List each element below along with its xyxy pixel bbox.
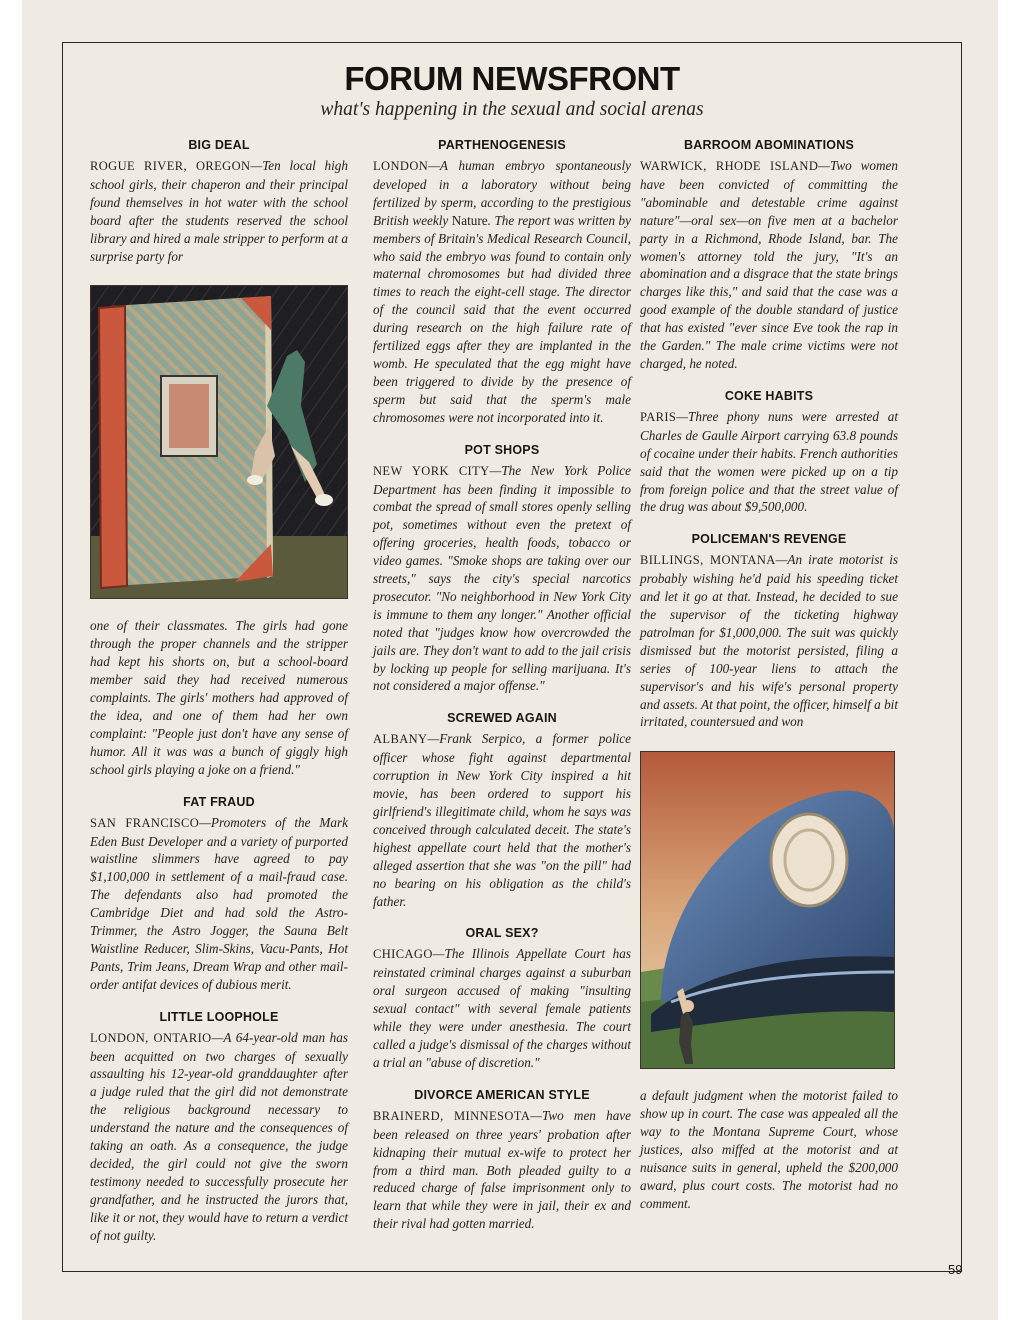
article-text: Promoters of the Mark Eden Bust Developer and a variety of purported waistline slimmers have agreed to pay $1,100,000 in settlement of a mail-fraud case. The defendants also had promoted the Cambridge Diet and had sold the Astro-Trimmer, the Astro Jogger, the Sauna Belt Waistline Reducer, Slim-Skins, Vacu-Pants, Hot Pants, Trim Jeans, Dream Wrap and other mail-order antifat devices of dubious merit. — [90, 814, 348, 992]
em-dash: — — [775, 552, 788, 568]
column-middle — [373, 138, 631, 1233]
journal-name: Nature — [451, 212, 488, 228]
dateline: ALBANY — [373, 732, 428, 747]
article-heading: SCREWED AGAIN — [447, 711, 557, 726]
masthead — [62, 60, 962, 121]
article-heading: FAT FRAUD — [183, 794, 255, 809]
article-heading: ORAL SEX? — [465, 926, 539, 941]
em-dash: — — [676, 408, 689, 424]
dateline: LONDON, ONTARIO — [90, 1030, 212, 1045]
em-dash: — — [428, 158, 440, 173]
article-body — [373, 945, 631, 1071]
article-policemans-revenge — [640, 532, 898, 731]
dateline: BRAINERD, MINNESOTA — [373, 1108, 531, 1123]
dateline: ROGUE RIVER, OREGON — [90, 159, 251, 173]
em-dash: — — [211, 1029, 224, 1045]
page-title: FORUM NEWSFRONT — [344, 60, 680, 97]
article-heading: COKE HABITS — [724, 388, 814, 403]
page-number: 59 — [948, 1262, 963, 1277]
em-dash: — — [427, 731, 440, 747]
article-body — [640, 408, 898, 516]
em-dash: — — [530, 1107, 542, 1123]
article-body-continued: a default judgment when the motorist failed to show up in court. The case was appealed all the way to the Montana Supreme Court, whose justices, also miffed at the motorist and at nuisance suits in general, upheld the $200,000 award, plus court costs. The motorist had no comment. — [640, 1088, 898, 1211]
article-heading: BIG DEAL — [188, 138, 250, 152]
em-dash: — — [432, 946, 445, 962]
article-body-continued: one of their classmates. The girls had gone through the proper channels and the stripper had kept his shorts on, but a school-board member said they had received numerous complaints. The girls' mothers had approved of the idea, and one of them had her own complaint: "People just don't have any sense of humor. All it was was a bunch of giggly high school girls playing a joke on a friend." — [90, 618, 348, 777]
article-text: A 64-year-old man has been acquitted on two charges of sexually assaulting his 12-year-old granddaughter after a judge ruled that the girl did not demonstrate the religious background necessary to understand the nature and the consequences of taking an oath. As a consequence, the judge decided, the girl could not give the sworn testimony needed to successfully prosecute her grandfather, and he instructed the jurors that, like it or not, they would have to return a verdict of not guilty. — [90, 1029, 349, 1243]
article-body — [90, 1029, 348, 1245]
dateline: LONDON — [373, 159, 429, 173]
column-right — [640, 138, 898, 1213]
police-hat-illustration — [640, 751, 895, 1069]
article-text: The Illinois Appellate Court has reinstated criminal charges against a suburban oral surgeon accused of making "insulting sexual contact" with several female patients while they were under anesthesia. The court called a judge's dismissal of the charges without a trial an "abuse of discretion." — [373, 946, 631, 1070]
article-pot-shops — [373, 443, 631, 696]
article-body — [373, 1107, 631, 1233]
dateline: BILLINGS, MONTANA — [640, 553, 776, 568]
article-body — [640, 551, 898, 731]
article-barroom-abominations — [640, 138, 898, 373]
article-text: Two men have been released on three years' probation after kidnaping their mutual ex-wife to protect her from a third man. Both pleaded guilty to a reduced charge of false imprisonment only to learn that while they were in jail, their ex and their rival had gotten married. — [373, 1107, 631, 1232]
article-body — [373, 157, 631, 427]
dateline: SAN FRANCISCO — [90, 815, 200, 830]
article-text: . The report was written by members of Britain's Medical Research Council, who said the embryo was found to contain only maternal chromosomes but had divided three times to reach the eight-cell stage. The director of the council said that the event occurred during research on the high failure rate of fertilized eggs after they are implanted in the womb. He speculated that the egg might have been triggered to divide by the presence of sperm but said that the sperm's male chromosomes were not incorporated into it. — [373, 212, 631, 425]
em-dash: — — [489, 462, 502, 478]
book-stripper-illustration — [90, 285, 348, 599]
column-left — [90, 138, 348, 1245]
article-text: Three phony nuns were arrested at Charles de Gaulle Airport carrying 63.8 pounds of cocaine under their habits. French authorities said that the women were picked up on a tip from foreign police and that the street value of the drug was about $9,500,000. — [640, 408, 898, 515]
em-dash: — — [199, 814, 211, 830]
article-heading: POLICEMAN'S REVENGE — [691, 532, 847, 547]
article-text: Ten local high school girls, their chaperon and their principal found themselves in hot water with the school board after the students reserved the school library and hired a male stripper to perform at a surprise party for — [90, 158, 348, 264]
article-text: Two women have been convicted of committing the "abominable and detestable crime against nature"—oral sex—on five men at a bachelor party in a Richmond, Rhode Island, bar. The women's attorney told the jury, "It's an abomination and a disgrace that the state brings charges like this," and said that the case was a good example of the double standard of justice that has existed "ever since Eve took the rap in the Garden." The male crime victims were not charged, he noted. — [640, 158, 898, 371]
dateline: WARWICK, RHODE ISLAND — [640, 159, 819, 173]
article-text: The New York Police Department has been finding it impossible to combat the spread of small stores openly selling pot, sometimes without even the pretext of offering groceries, health foods, tobacco or video games. "Smoke shops are taking over our streets," says the city's special narcotics prosecutor. "No neighborhood in New York City is immune to them any longer." Another official noted that "judges know how overcrowded the jails are. They don't want to add to the jail crisis by locking up people for selling marijuana. It's not considered a major offense." — [373, 462, 631, 694]
article-divorce-american-style — [373, 1088, 631, 1233]
dateline: CHICAGO — [373, 947, 433, 962]
article-coke-habits — [640, 389, 898, 516]
article-oral-sex — [373, 926, 631, 1071]
article-heading: POT SHOPS — [464, 442, 540, 457]
page-subtitle: what's happening in the sexual and social arenas — [320, 99, 704, 120]
article-heading: LITTLE LOOPHOLE — [159, 1009, 279, 1024]
dateline: PARIS — [640, 409, 677, 424]
article-little-loophole — [90, 1010, 348, 1245]
article-fat-fraud — [90, 795, 348, 994]
article-heading: BARROOM ABOMINATIONS — [684, 138, 854, 152]
article-body — [373, 462, 631, 696]
article-heading: PARTHENOGENESIS — [438, 138, 566, 152]
em-dash: — — [818, 158, 830, 173]
article-body — [640, 157, 898, 373]
article-body — [373, 730, 631, 910]
article-body — [90, 814, 348, 994]
dateline: NEW YORK CITY — [373, 463, 490, 478]
article-text: An irate motorist is probably wishing he'd paid his speeding ticket and let it go at that. Instead, he decided to sue the supervisor of the ticketing highway patrolman for $1,000,000. The suit was quickly dismissed but the motorist persisted, filing a series of 100-year liens to attach the supervisor's and his wife's personal property and assets. At that point, the officer, himself a bit irritated, countersued and won — [640, 552, 898, 730]
em-dash: — — [250, 158, 263, 173]
article-big-deal — [90, 138, 348, 265]
article-parthenogenesis — [373, 138, 631, 427]
article-text: A human embryo spontaneously developed in a laboratory without being fertilized by sperm, according to the prestigious British weekly — [373, 158, 631, 228]
article-screwed-again — [373, 711, 631, 910]
article-body — [90, 157, 348, 265]
article-text: Frank Serpico, a former police officer whose fight against departmental corruption in New York City inspired a hit movie, has been ordered to support his girlfriend's illegitimate child, whom he says was conceived through calculated deceit. The state's highest appellate court held that the mother's alleged assertion that she was "on the pill" had no bearing on his obligation as the child's father. — [373, 731, 631, 909]
article-heading: DIVORCE AMERICAN STYLE — [414, 1087, 590, 1102]
